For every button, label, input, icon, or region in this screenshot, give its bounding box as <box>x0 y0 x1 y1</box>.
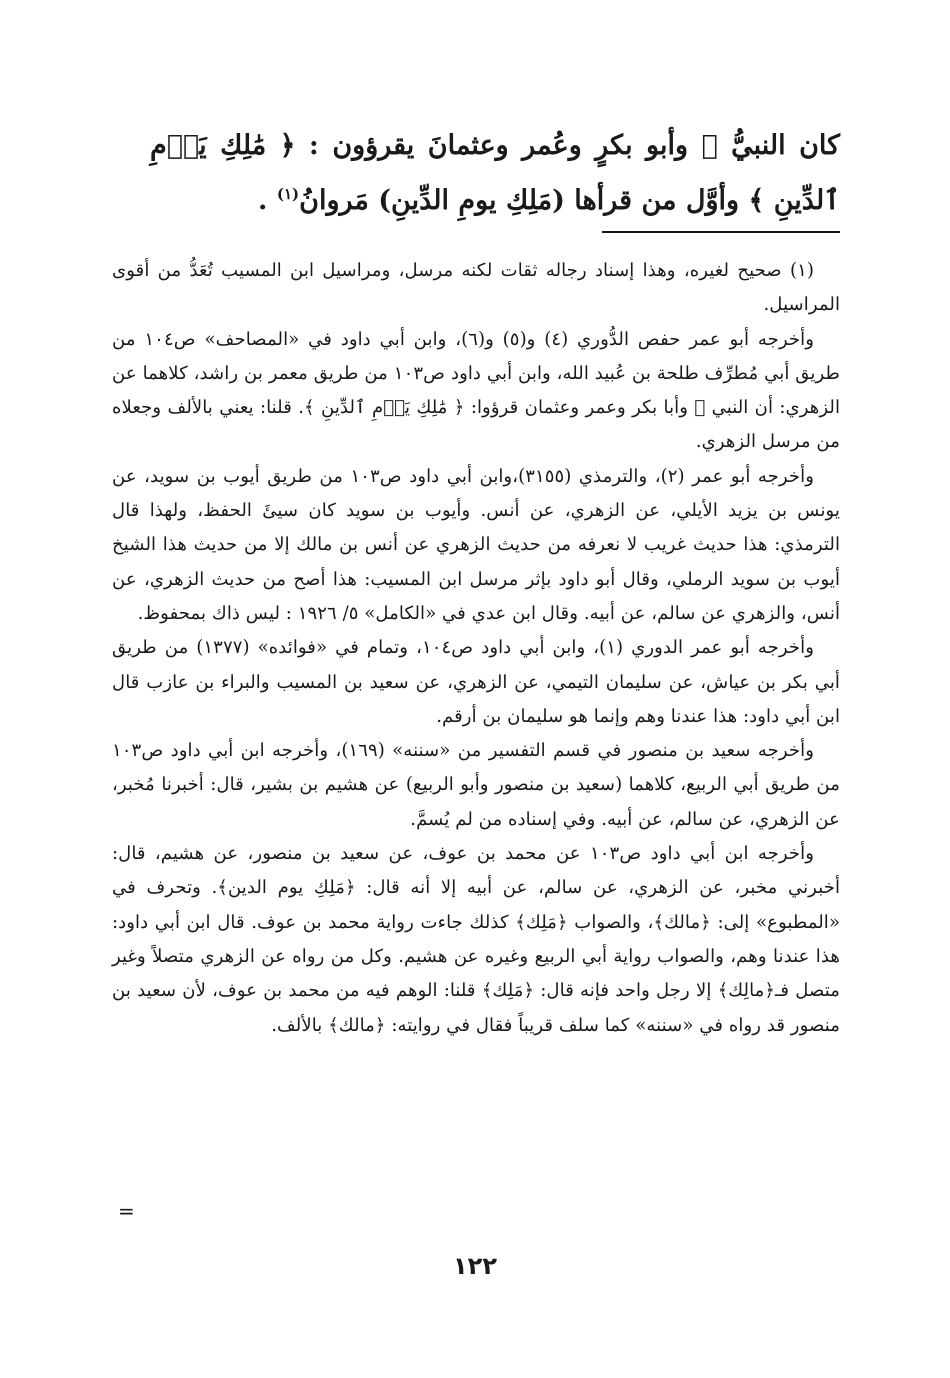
footnote-paragraph: (١) صحيح لغيره، وهذا إسناد رجاله ثقات لكنه مرسل، ومراسيل ابن المسيب تُعَدُّ من أقوى المراسيل. <box>112 260 840 316</box>
main-text-end: . <box>258 185 277 216</box>
footnote-paragraph: وأخرجه أبو عمر (٢)، والترمذي (٣١٥٥)،وابن أبي داود ص١٠٣ من طريق أيوب بن سويد، عن يونس بن يزيد الأيلي، عن الزهري، عن أنس. وأيوب بن سويد كان سيئَ الحفظ، ولهذا قال الترمذي: هذا حديث غريب لا نعرفه من حديث الزهري عن أنس بن مالك إلا من حديث هذا الشيخ أيوب بن سويد الرملي، وقال أبو داود بإثر مرسل ابن المسيب: هذا أصح من حديث الزهري، عن أنس، والزهري عن سالم، عن أبيه. وقال ابن عدي في «الكامل» ٥/ ١٩٢٦ : ليس ذاك بمحفوظ. <box>112 465 840 624</box>
main-text-body: كان النبيُّ ﷺ وأبو بكرٍ وعُمر وعثمانَ يقرؤون : ﴿ مَٰلِكِ يَوۡمِ ٱلدِّينِ ﴾ وأوَّل من قرأها (مَلِكِ يومِ الدِّينِ) مَروانُ <box>150 130 840 216</box>
page-number: ١٢٢ <box>453 1252 497 1280</box>
footnote-paragraph: وأخرجه ابن أبي داود ص١٠٣ عن محمد بن عوف، عن سعيد بن منصور، عن هشيم، قال: أخبرني مخبر، عن الزهري، عن سالم، عن أبيه إلا أنه قال: ﴿مَلِكِ يوم الدين﴾. وتحرف في «المطبوع» إلى: ﴿مالك﴾، والصواب ﴿مَلِك﴾ كذلك جاءت رواية محمد بن عوف. قال ابن أبي داود: هذا عندنا وهم، والصواب رواية أبي الربيع وغيره عن هشيم. وكل من رواه عن الزهري متصلاً وغير متصل فـ﴿مالِك﴾ إلا رجل واحد فإنه قال: ﴿مَلِك﴾ قلنا: الوهم فيه من محمد بن عوف، لأن سعيد بن منصور قد رواه في «سننه» كما سلف قريباً فقال في روايته: ﴿مالك﴾ بالألف. <box>112 843 840 1036</box>
footnote-paragraph: وأخرجه أبو عمر الدوري (١)، وابن أبي داود ص١٠٤، وتمام في «فوائده» (١٣٧٧) من طريق أبي بكر بن عياش، عن سليمان التيمي، عن الزهري، عن سعيد بن المسيب والبراء بن عازب قال ابن أبي داود: هذا عندنا وهم وإنما هو سليمان بن أرقم. <box>112 637 840 727</box>
footnotes-section <box>112 254 840 1043</box>
footnote-separator <box>602 231 840 233</box>
footnote-reference[interactable]: (١) <box>276 185 300 203</box>
footnote-paragraph: وأخرجه أبو عمر حفص الدُّوري (٤) و(٥) و(٦)، وابن أبي داود في «المصاحف» ص١٠٤ من طريق أبي مُطرِّف طلحة بن عُبيد الله، وابن أبي داود ص١٠٣ من طريق معمر بن راشد، كلاهما عن الزهري: أن النبي ﷺ وأبا بكر وعمر وعثمان قرؤوا: ﴿ مَٰلِكِ يَوۡمِ ٱلدِّينِ ﴾. قلنا: يعني بالألف وجعلاه من مرسل الزهري. <box>112 328 840 453</box>
continuation-mark: = <box>118 1199 135 1223</box>
footnote-paragraph: وأخرجه سعيد بن منصور في قسم التفسير من «سننه» (١٦٩)، وأخرجه ابن أبي داود ص١٠٣ من طريق أبي الربيع، كلاهما (سعيد بن منصور وأبو الربيع) عن هشيم بن بشير، قال: أخبرنا مُخبر، عن الزهري، عن سالم، عن أبيه. وفي إسناده من لم يُسمَّ. <box>112 740 840 830</box>
main-text-paragraph <box>150 118 840 228</box>
